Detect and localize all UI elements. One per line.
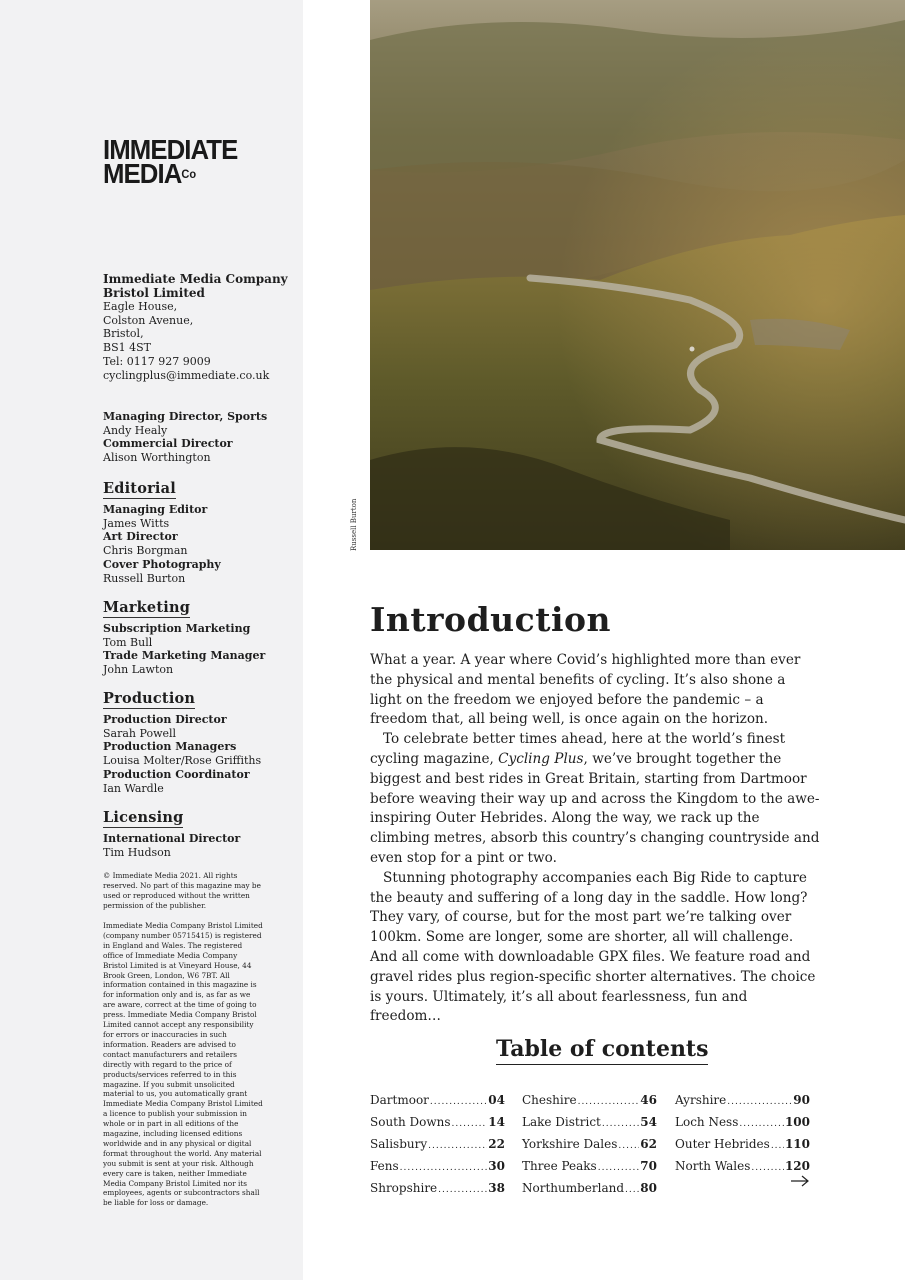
role-label: Managing Editor [103, 503, 208, 516]
person-name: Russell Burton [103, 571, 186, 585]
toc-entry[interactable]: South Downs ..... 14 [370, 1113, 505, 1135]
company-address [103, 272, 293, 382]
legal-disclaimer: Immediate Media Company Bristol Limited (company number 05715415) is registered in England and Wales. The registered office of Immediate Media Company Bristol Limited is at Vineyard House, 44 Brook Green, London, W6 7BT. All information contained in this magazine is for information only and is, as far as we are aware, correct at the time of going to press. Immediate Media Company Bristol Limited cannot accept any responsibility for errors or inaccuracies in such information. Readers are advised to contact manufacturers and retailers directly with regard to the price of products/services referred to in this magazine. If you submit unsolicited material to us, you automatically grant Immediate Media Company Bristol Limited a licence to publish your submission in whole or in part in all editions of the magazine, including licensed editions worldwide and in any physical or digital format throughout the world. Any material you submit is sent at your risk. Although every care is taken, neither Immediate Media Company Bristol Limited nor its employees, agents or subcontractors shall be liable for loss or damage. [103, 921, 263, 1208]
person-name: Sarah Powell [103, 726, 177, 740]
person-name: Chris Borgman [103, 544, 188, 558]
person-name: Louisa Molter/Rose Griffiths [103, 754, 262, 768]
intro-paragraph: To celebrate better times ahead, here at the world’s finest cycling magazine, Cycling Plus, we’ve brought together the biggest and best rides in Great Britain, starting from Dartmoor before weaving their way up and across the Kingdom to the awe-inspiring Outer Hebrides. Along the way, we rack up the climbing metres, absorb this country’s changing countryside and even stop for a pint or two. [370, 731, 820, 866]
section-heading: Editorial [103, 480, 176, 497]
toc-entry[interactable]: Loch Ness ..... 100 [675, 1113, 810, 1135]
person-name: Andy Healy [103, 423, 168, 437]
masthead-sidebar [0, 0, 303, 1280]
marketing-section [103, 599, 293, 677]
section-heading: Licensing [103, 809, 184, 826]
toc-entry[interactable]: Northumberland ..... 80 [522, 1179, 657, 1201]
person-name: Alison Worthington [103, 451, 211, 465]
toc-entry[interactable]: Lake District ..... 54 [522, 1113, 657, 1135]
toc-entry[interactable]: Cheshire ..... 46 [522, 1091, 657, 1113]
toc-entry[interactable]: Outer Hebrides ..... 110 [675, 1135, 810, 1157]
company-name: Immediate Media Company Bristol Limited [103, 272, 288, 300]
role-label: Art Director [103, 530, 178, 544]
toc-entry[interactable]: Three Peaks ..... 70 [522, 1157, 657, 1179]
toc-entry[interactable]: Salisbury ..... 22 [370, 1135, 505, 1157]
address-line: Eagle House, [103, 300, 178, 313]
toc-entry[interactable]: Shropshire ..... 38 [370, 1179, 505, 1201]
licensing-section [103, 809, 293, 859]
landscape-photo [370, 0, 905, 550]
toc-entry[interactable]: North Wales ..... 120 [675, 1157, 810, 1179]
person-name: Ian Wardle [103, 781, 164, 795]
telephone: Tel: 0117 927 9009 [103, 354, 211, 368]
introduction-text [370, 651, 820, 1027]
immediate-media-logo [103, 134, 238, 189]
toc-entry[interactable]: Yorkshire Dales ..... 62 [522, 1135, 657, 1157]
role-label: Cover Photography [103, 557, 221, 571]
toc-entry[interactable]: Dartmoor ..... 04 [370, 1091, 505, 1113]
editorial-section [103, 480, 293, 585]
address-line: Bristol, [103, 327, 144, 341]
person-name: James Witts [103, 516, 170, 530]
toc-heading: Table of contents [496, 1036, 708, 1065]
role-label: Trade Marketing Manager [103, 649, 266, 663]
address-line: BS1 4ST [103, 341, 151, 355]
role-label: Subscription Marketing [103, 622, 251, 635]
arrow-right-icon[interactable] [790, 1173, 810, 1192]
role-label: Production Director [103, 713, 227, 726]
toc-column [675, 1091, 810, 1179]
toc-column [522, 1091, 657, 1201]
photo-credit: Russell Burton [350, 498, 358, 551]
management-block [103, 410, 293, 465]
role-label: International Director [103, 832, 241, 845]
section-heading: Production [103, 690, 196, 707]
introduction-heading: Introduction [370, 600, 612, 639]
logo-line-1: IMMEDIATE [103, 134, 238, 165]
email-link[interactable]: cyclingplus@immediate.co.uk [103, 368, 270, 382]
copyright-notice: © Immediate Media 2021. All rights reserved. No part of this magazine may be used or reproduced without the written permission of the publisher. [103, 871, 261, 910]
intro-paragraph: Stunning photography accompanies each Big Ride to capture the beauty and suffering of a long day in the saddle. How long? They vary, of course, but for the most part we’re talking over 100km. Some are longer, some are shorter, all will challenge. And all come with downloadable GPX files. We feature road and gravel rides plus region-specific shorter alternatives. The choice is yours. Ultimately, it’s all about fearlessness, fun and freedom… [370, 869, 816, 1025]
toc-entry[interactable]: Fens ..... 30 [370, 1157, 505, 1179]
person-name: Tom Bull [103, 635, 153, 649]
toc-column [370, 1091, 505, 1201]
address-line: Colston Avenue, [103, 313, 194, 327]
toc-entry[interactable]: Ayrshire ..... 90 [675, 1091, 810, 1113]
intro-paragraph: What a year. A year where Covid’s highlighted more than ever the physical and mental benefits of cycling. It’s also shone a light on the freedom we enjoyed before the pandemic – a freedom that, all being well, is once again on the horizon. [370, 652, 801, 728]
section-heading: Marketing [103, 599, 191, 616]
person-name: Tim Hudson [103, 845, 171, 859]
role-label: Production Managers [103, 740, 237, 754]
role-label: Commercial Director [103, 437, 233, 451]
role-label: Managing Director, Sports [103, 410, 268, 423]
person-name: John Lawton [103, 663, 174, 677]
production-section [103, 690, 293, 795]
logo-line-2: $MEDIA^{Co}$ [103, 158, 197, 189]
role-label: Production Coordinator [103, 767, 250, 781]
